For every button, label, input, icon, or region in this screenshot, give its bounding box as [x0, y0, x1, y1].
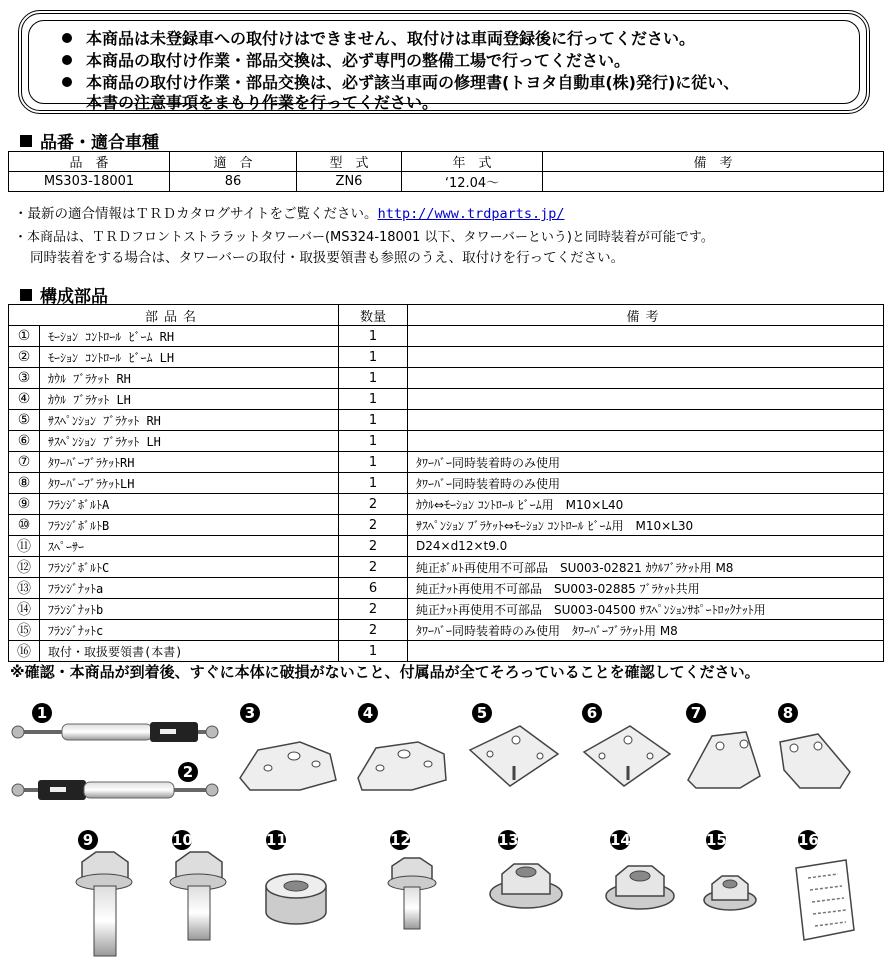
part-qty-cell: 2 — [339, 515, 408, 536]
part-number-cell: ⑩ — [9, 515, 40, 536]
note-towerbar: ・本商品は、ＴＲＤフロントストララットタワーバー(MS324-18001 以下、タワーバーという)と同時装着が可能です。 — [14, 230, 714, 245]
table-row — [9, 620, 884, 641]
parts-table — [8, 304, 884, 662]
bullet-icon — [62, 77, 72, 87]
figure-label-5: 5 — [472, 703, 492, 723]
tower-bar-bracket-lh — [780, 734, 850, 788]
parts-heading: 構成部品 — [20, 282, 108, 307]
part-number-cell: ⑨ — [9, 494, 40, 515]
flange-nut-c — [704, 876, 756, 910]
part-name-cell: ｽﾍﾟｰｻｰ — [40, 536, 339, 557]
part-name-cell: ｶｳﾙ ﾌﾞﾗｹｯﾄ LH — [40, 389, 339, 410]
part-name-cell: ﾀﾜｰﾊﾞｰﾌﾞﾗｹｯﾄLH — [40, 473, 339, 494]
part-remark-cell: ﾀﾜｰﾊﾞｰ同時装着時のみ使用 ﾀﾜｰﾊﾞｰﾌﾞﾗｹｯﾄ用 M8 — [408, 620, 884, 641]
table-row — [9, 641, 884, 662]
part-remark-cell: 純正ﾅｯﾄ再使用不可部品 SU003-04500 ｻｽﾍﾟﾝｼｮﾝｻﾎﾟｰﾄﾛｯｸﾅｯﾄ用 — [408, 599, 884, 620]
part-name-cell: ﾌﾗﾝｼﾞﾅｯﾄb — [40, 599, 339, 620]
part-number-cell: ⑯ — [9, 641, 40, 662]
motion-control-beam-rh — [12, 722, 218, 742]
instruction-manual-icon — [796, 860, 854, 940]
table-row — [9, 578, 884, 599]
part-name-cell: ｶｳﾙ ﾌﾞﾗｹｯﾄ RH — [40, 368, 339, 389]
part-remark-cell — [408, 347, 884, 368]
figure-label-12: 12 — [390, 831, 411, 849]
part-number-cell: ① — [9, 326, 40, 347]
figure-label-9: 9 — [78, 830, 98, 850]
spacer — [266, 874, 326, 924]
bullet-icon — [62, 55, 72, 65]
col-header-model: 型 式 — [297, 152, 402, 172]
figure-label-2: 2 — [178, 762, 198, 782]
table-row — [9, 452, 884, 473]
notice-line-3: 本商品の取付け作業・部品交換は、必ず該当車両の修理書(トヨタ自動車(株)発行)に従い、 — [62, 70, 739, 93]
square-bullet-icon — [20, 289, 32, 301]
part-remark-cell — [408, 389, 884, 410]
table-row — [9, 536, 884, 557]
part-number-cell: ⑬ — [9, 578, 40, 599]
part-qty-cell: 2 — [339, 536, 408, 557]
note-towerbar-2: 同時装着をする場合は、タワーバーの取付・取扱要領書も参照のうえ、取付けを行ってください。 — [30, 250, 625, 266]
part-remark-cell — [408, 410, 884, 431]
part-remark-cell: 純正ﾅｯﾄ再使用不可部品 SU003-02885 ﾌﾞﾗｹｯﾄ共用 — [408, 578, 884, 599]
figure-label-4: 4 — [358, 703, 378, 723]
part-qty-cell: 2 — [339, 620, 408, 641]
part-remark-cell — [408, 368, 884, 389]
fit-heading: 品番・適合車種 — [20, 128, 159, 153]
col-header-remark: 備考 — [408, 305, 884, 326]
cell-remarks — [543, 172, 884, 192]
table-row — [9, 389, 884, 410]
col-header-name: 部品名 — [9, 305, 339, 326]
flange-bolt-c — [388, 858, 436, 929]
part-qty-cell: 6 — [339, 578, 408, 599]
part-number-cell: ⑦ — [9, 452, 40, 473]
flange-nut-b — [606, 866, 674, 909]
part-name-cell: ﾓｰｼｮﾝ ｺﾝﾄﾛｰﾙ ﾋﾞｰﾑ RH — [40, 326, 339, 347]
col-header-fit: 適 合 — [170, 152, 297, 172]
part-remark-cell — [408, 326, 884, 347]
part-number-cell: ⑧ — [9, 473, 40, 494]
flange-nut-a — [490, 864, 562, 908]
part-remark-cell — [408, 431, 884, 452]
part-name-cell: ﾌﾗﾝｼﾞﾅｯﾄa — [40, 578, 339, 599]
part-number-cell: ⑫ — [9, 557, 40, 578]
figure-label-16: 16 — [798, 831, 819, 849]
confirm-note: ※確認・本商品が到着後、すぐに本体に破損がないこと、付属品が全てそろっていることを確認してください。 — [10, 663, 760, 681]
figure-label-14: 14 — [610, 831, 631, 849]
notice-line-2: 本商品の取付け作業・部品交換は、必ず専門の整備工場で行ってください。 — [62, 48, 630, 71]
cell-model: ZN6 — [297, 172, 402, 192]
table-row — [9, 368, 884, 389]
figure-label-1: 1 — [32, 703, 52, 723]
part-name-cell: ﾌﾗﾝｼﾞﾎﾞﾙﾄA — [40, 494, 339, 515]
part-name-cell: ｻｽﾍﾟﾝｼｮﾝ ﾌﾞﾗｹｯﾄ LH — [40, 431, 339, 452]
col-header-qty: 数量 — [339, 305, 408, 326]
trd-catalog-link[interactable]: http://www.trdparts.jp/ — [377, 206, 565, 222]
notice-line-1: 本商品は未登録車への取付けはできません、取付けは車両登録後に行ってください。 — [62, 26, 695, 49]
part-name-cell: ﾌﾗﾝｼﾞﾎﾞﾙﾄB — [40, 515, 339, 536]
table-row — [9, 347, 884, 368]
table-row — [9, 557, 884, 578]
part-number-cell: ⑥ — [9, 431, 40, 452]
cell-year: ‘12.04～ — [402, 172, 543, 192]
part-qty-cell: 2 — [339, 557, 408, 578]
table-row — [9, 515, 884, 536]
part-remark-cell: D24×d12×t9.0 — [408, 536, 884, 557]
part-number-cell: ⑪ — [9, 536, 40, 557]
part-remark-cell — [408, 641, 884, 662]
figure-label-13: 13 — [498, 831, 519, 849]
col-header-remarks: 備 考 — [543, 152, 884, 172]
notice-line-4: 本書の注意事項をまもり作業を行ってください。 — [86, 93, 439, 112]
part-qty-cell: 1 — [339, 389, 408, 410]
part-qty-cell: 1 — [339, 641, 408, 662]
figure-label-10: 10 — [172, 831, 193, 849]
part-number-cell: ② — [9, 347, 40, 368]
notice-box — [18, 10, 870, 114]
part-qty-cell: 1 — [339, 368, 408, 389]
table-row — [9, 494, 884, 515]
table-row — [9, 473, 884, 494]
part-qty-cell: 1 — [339, 473, 408, 494]
suspension-bracket-rh — [470, 726, 558, 786]
cowl-bracket-lh — [358, 742, 446, 790]
part-name-cell: 取付・取扱要領書(本書) — [40, 641, 339, 662]
parts-table-header — [9, 305, 884, 326]
flange-bolt-b — [170, 852, 226, 940]
col-header-year: 年 式 — [402, 152, 543, 172]
figure-label-7: 7 — [686, 703, 706, 723]
part-number-cell: ⑭ — [9, 599, 40, 620]
figure-label-8: 8 — [778, 703, 798, 723]
parts-illustration — [0, 690, 891, 969]
part-remark-cell: ﾀﾜｰﾊﾞｰ同時装着時のみ使用 — [408, 473, 884, 494]
part-qty-cell: 1 — [339, 431, 408, 452]
part-name-cell: ﾓｰｼｮﾝ ｺﾝﾄﾛｰﾙ ﾋﾞｰﾑ LH — [40, 347, 339, 368]
part-number-cell: ④ — [9, 389, 40, 410]
part-qty-cell: 1 — [339, 326, 408, 347]
part-remark-cell: ｶｳﾙ⇔ﾓｰｼｮﾝ ｺﾝﾄﾛｰﾙ ﾋﾞｰﾑ用 M10×L40 — [408, 494, 884, 515]
table-row — [9, 431, 884, 452]
part-number-cell: ⑮ — [9, 620, 40, 641]
figure-label-15: 15 — [706, 831, 727, 849]
part-qty-cell: 2 — [339, 494, 408, 515]
part-qty-cell: 1 — [339, 410, 408, 431]
figure-label-11: 11 — [266, 831, 287, 849]
note-catalog: ・最新の適合情報はＴＲＤカタログサイトをご覧ください。http://www.trdparts.jp/ — [14, 206, 565, 222]
suspension-bracket-lh — [584, 726, 670, 786]
table-row — [9, 410, 884, 431]
part-name-cell: ﾌﾗﾝｼﾞﾅｯﾄc — [40, 620, 339, 641]
part-qty-cell: 2 — [339, 599, 408, 620]
part-qty-cell: 1 — [339, 347, 408, 368]
tower-bar-bracket-rh — [688, 732, 760, 788]
part-name-cell: ｻｽﾍﾟﾝｼｮﾝ ﾌﾞﾗｹｯﾄ RH — [40, 410, 339, 431]
part-name-cell: ﾀﾜｰﾊﾞｰﾌﾞﾗｹｯﾄRH — [40, 452, 339, 473]
fit-table — [8, 151, 884, 192]
part-qty-cell: 1 — [339, 452, 408, 473]
bullet-icon — [62, 33, 72, 43]
square-bullet-icon — [20, 135, 32, 147]
table-row — [9, 326, 884, 347]
figure-label-3: 3 — [240, 703, 260, 723]
part-remark-cell: ﾀﾜｰﾊﾞｰ同時装着時のみ使用 — [408, 452, 884, 473]
cowl-bracket-rh — [240, 742, 336, 790]
col-header-part-no: 品 番 — [9, 152, 170, 172]
figure-label-6: 6 — [582, 703, 602, 723]
cell-part-no: MS303-18001 — [9, 172, 170, 192]
part-remark-cell: 純正ﾎﾞﾙﾄ再使用不可部品 SU003-02821 ｶｳﾙﾌﾞﾗｹｯﾄ用 M8 — [408, 557, 884, 578]
cell-fit: 86 — [170, 172, 297, 192]
table-row — [9, 599, 884, 620]
motion-control-beam-lh — [12, 780, 218, 800]
part-name-cell: ﾌﾗﾝｼﾞﾎﾞﾙﾄC — [40, 557, 339, 578]
part-number-cell: ③ — [9, 368, 40, 389]
fit-table-header — [9, 152, 884, 172]
part-number-cell: ⑤ — [9, 410, 40, 431]
flange-bolt-a — [76, 852, 132, 956]
fit-table-row — [9, 172, 884, 192]
part-remark-cell: ｻｽﾍﾟﾝｼｮﾝ ﾌﾞﾗｹｯﾄ⇔ﾓｰｼｮﾝ ｺﾝﾄﾛｰﾙ ﾋﾞｰﾑ用 M10×L30 — [408, 515, 884, 536]
